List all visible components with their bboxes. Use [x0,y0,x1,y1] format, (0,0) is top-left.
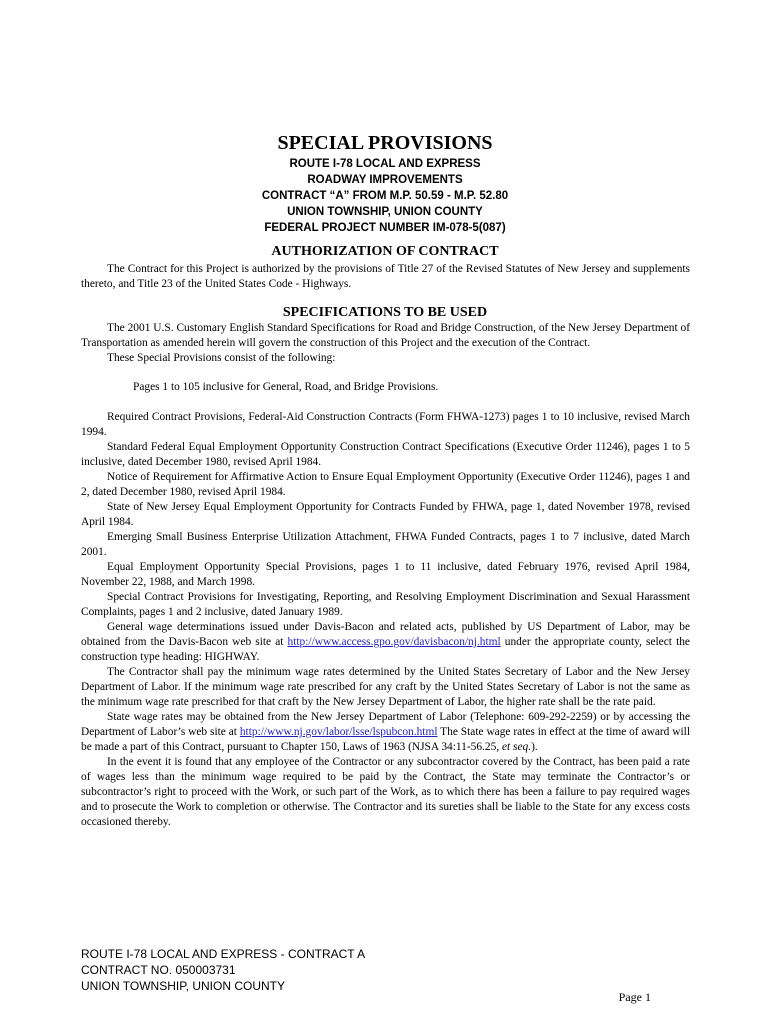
list-item: Standard Federal Equal Employment Opportunity Construction Contract Specifications (Executive Order 11246), pages 1 to 5 inclusive, dated December 1980, revised April 1984. [81,441,690,468]
route-line: ROUTE I-78 LOCAL AND EXPRESS [289,158,481,170]
list-item: Emerging Small Business Enterprise Utilization Attachment, FHWA Funded Contracts, pages 1 to 7 inclusive, dated March 2001. [81,531,690,558]
footer-township-line: UNION TOWNSHIP, UNION COUNTY [81,979,286,993]
authorization-text: The Contract for this Project is authorized by the provisions of Title 27 of the Revised Statutes of New Jersey and supplements thereto, and Title 23 of the United States Code - Highways. [81,263,690,290]
specifications-section [81,321,690,830]
specifications-heading: SPECIFICATIONS TO BE USED [282,305,488,320]
authorization-section [81,262,690,292]
list-item: State of New Jersey Equal Employment Opportunity for Contracts Funded by FHWA, page 1, dated November 1978, revised April 1984. [81,501,690,528]
contract-line: CONTRACT “A” FROM M.P. 50.59 - M.P. 52.80 [261,190,509,202]
pages-paragraph: Pages 1 to 105 inclusive for General, Road, and Bridge Provisions. [133,381,439,393]
labor-website-link[interactable]: http://www.nj.gov/labor/lsse/lspubcon.html [239,726,438,738]
list-item: Required Contract Provisions, Federal-Aid Construction Contracts (Form FHWA-1273) pages 1 to 10 inclusive, revised March 1994. [81,411,690,438]
document-title: SPECIAL PROVISIONS [277,132,493,154]
list-item: Notice of Requirement for Affirmative Action to Ensure Equal Employment Opportunity (Executive Order 11246), pages 1 and 2, dated December 1980, revised April 1984. [81,471,690,498]
wage-violation-paragraph: In the event it is found that any employee of the Contractor or any subcontractor covered by the Contract, has been paid a rate of wages less than the minimum wage required to be paid by the Contract, the State may terminate the Contractor’s or subcontractor’s right to proceed with the Work, or such part of the Work, as to which there has been a failure to pay required wages and to prosecute the Work to completion or otherwise. The Contractor and its sureties shall be liable to the State for any excess costs occasioned thereby. [81,756,690,828]
footer-contract-number: CONTRACT NO. 050003731 [81,963,236,977]
page-number: Page 1 [618,990,651,1004]
improvements-line: ROADWAY IMPROVEMENTS [307,174,463,186]
davis-bacon-link[interactable]: http://www.access.gpo.gov/davisbacon/nj.html [287,636,501,648]
list-item: Special Contract Provisions for Investigating, Reporting, and Resolving Employment Discrimination and Sexual Harassment Complaints, pages 1 and 2 inclusive, dated January 1989. [81,591,690,618]
minimum-wage-paragraph: The Contractor shall pay the minimum wage rates determined by the United States Secretary of Labor and the New Jersey Department of Labor. If the minimum wage rate prescribed for any craft by the United States Secretary of Labor is not the same as the minimum wage rate prescribed for that craft by the New Jersey Department of Labor, the higher rate shall be the rate paid. [81,666,690,708]
state-wage-paragraph: State wage rates may be obtained from the New Jersey Department of Labor (Telephone: 609-292-2259) or by accessing the Department of Labor’s web site at http://www.nj.gov/labor/lsse/lspubcon.html The State wage rates in effect at the time of award will be made a part of this Contract, pursuant to Chapter 150, Laws of 1963 (NJSA 34:11-56.25, et seq.). [81,711,690,753]
specifications-paragraph: The 2001 U.S. Customary English Standard Specifications for Road and Bridge Construction, of the New Jersey Department of Transportation as amended herein will govern the construction of this Project and the execution of the Contract. [81,322,690,349]
davis-bacon-paragraph: General wage determinations issued under Davis-Bacon and related acts, published by US Department of Labor, may be obtained from the Davis-Bacon web site at http://www.access.gpo.gov/davisbacon/nj.html under the appropriate county, select the construction type heading: HIGHWAY. [81,621,690,663]
authorization-heading: AUTHORIZATION OF CONTRACT [271,244,499,259]
footer-contract-line: ROUTE I-78 LOCAL AND EXPRESS - CONTRACT A [81,947,366,961]
project-number-line: FEDERAL PROJECT NUMBER IM-078-5(087) [264,222,506,234]
page-footer [81,946,365,994]
township-line: UNION TOWNSHIP, UNION COUNTY [287,206,483,218]
list-item: Equal Employment Opportunity Special Provisions, pages 1 to 11 inclusive, dated February 1976, revised April 1984, November 22, 1988, and March 1998. [81,561,690,588]
provisions-consist-paragraph: These Special Provisions consist of the following: [107,352,336,364]
